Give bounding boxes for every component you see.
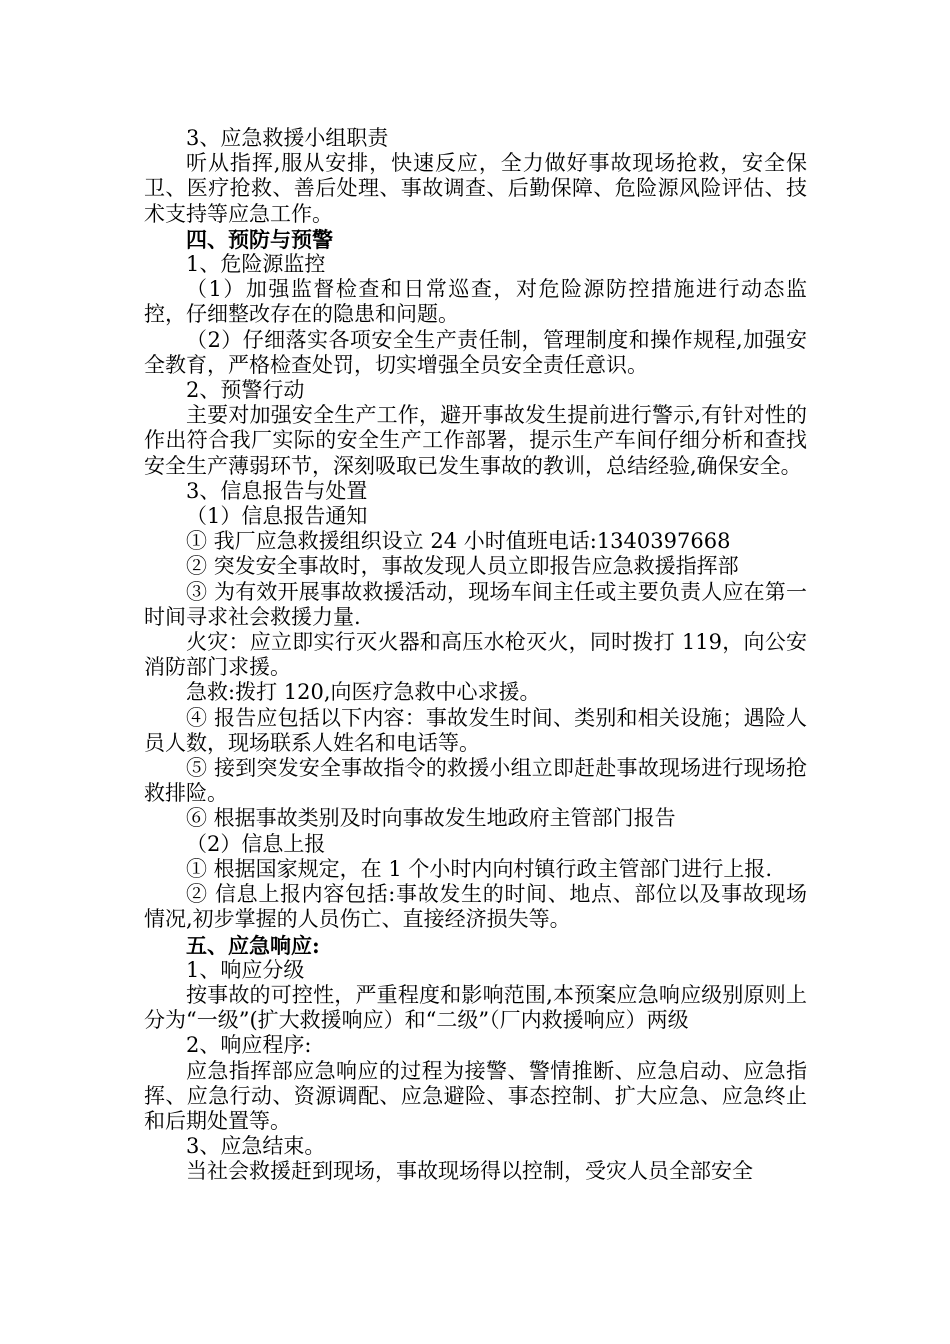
notice-item-1: ① 我厂应急救援组织设立 24 小时值班电话:1340397668 <box>186 529 731 554</box>
heading-prevention-warning: 四、预防与预警 <box>186 226 333 252</box>
notice-item-5: ⑤ 接到突发安全事故指令的救援小组立即赶赴事故现场进行现场抢救排险。 <box>144 756 807 806</box>
notice-item-4: ④ 报告应包括以下内容：事故发生时间、类别和相关设施；遇险人员人数，现场联系人姓名和电话等。 <box>144 705 807 755</box>
first-aid-instruction: 急救:拨打 120,向医疗急救中心求援。 <box>186 680 541 705</box>
info-upload-title: （2）信息上报 <box>186 831 326 856</box>
subheading-warning-action: 2、预警行动 <box>186 378 305 403</box>
subheading-response-levels: 1、响应分级 <box>186 957 305 982</box>
info-report-notice-title: （1）信息报告通知 <box>186 504 368 529</box>
section-3-body: 听从指挥,服从安排，快速反应，全力做好事故现场抢救，安全保卫、医疗抢救、善后处理、事故调查、后勤保障、危险源风险评估、技术支持等应急工作。 <box>144 151 807 226</box>
subheading-hazard-monitoring: 1、危险源监控 <box>186 252 326 277</box>
hazard-item-1: （1）加强监督检查和日常巡查，对危险源防控措施进行动态监控，仔细整改存在的隐患和问题。 <box>144 277 807 327</box>
response-levels-body: 按事故的可控性，严重程度和影响范围,本预案应急响应级别原则上分为“一级”(扩大救援响应）和“二级”（厂内救援响应）两级 <box>144 982 807 1033</box>
notice-item-3: ③ 为有效开展事故救援活动，现场车间主任或主要负责人应在第一时间寻求社会救援力量. <box>144 579 807 629</box>
subheading-response-procedure: 2、响应程序: <box>186 1033 312 1058</box>
subheading-emergency-end: 3、应急结束。 <box>186 1134 326 1159</box>
notice-item-2: ② 突发安全事故时，事故发现人员立即报告应急救援指挥部 <box>186 554 739 579</box>
warning-action-body: 主要对加强安全生产工作，避开事故发生提前进行警示,有针对性的作出符合我厂实际的安全生产工作部署，提示生产车间仔细分析和查找安全生产薄弱环节，深刻吸取已发生事故的教训，总结经验,确保安全。 <box>144 403 807 478</box>
upload-item-2: ② 信息上报内容包括:事故发生的时间、地点、部位以及事故现场情况,初步掌握的人员伤亡、直接经济损失等。 <box>144 882 807 932</box>
emergency-end-body: 当社会救援赶到现场，事故现场得以控制，受灾人员全部安全 <box>186 1159 753 1184</box>
hazard-item-2: （2）仔细落实各项安全生产责任制，管理制度和操作规程,加强安全教育，严格检查处罚，切实增强全员安全责任意识。 <box>144 327 807 377</box>
subheading-info-report: 3、信息报告与处置 <box>186 478 368 503</box>
heading-emergency-response: 五、应急响应: <box>186 932 320 958</box>
fire-instruction: 火灾：应立即实行灭火器和高压水枪灭火，同时拨打 119，向公安消防部门求援。 <box>144 630 807 680</box>
response-procedure-body: 应急指挥部应急响应的过程为接警、警情推断、应急启动、应急指挥、应急行动、资源调配、应急避险、事态控制、扩大应急、应急终止和后期处置等。 <box>144 1058 807 1133</box>
upload-item-1: ① 根据国家规定，在 1 个小时内向村镇行政主管部门进行上报. <box>186 856 773 881</box>
notice-item-6: ⑥ 根据事故类别及时向事故发生地政府主管部门报告 <box>186 806 676 831</box>
section-3-title: 3、应急救援小组职责 <box>186 126 389 150</box>
